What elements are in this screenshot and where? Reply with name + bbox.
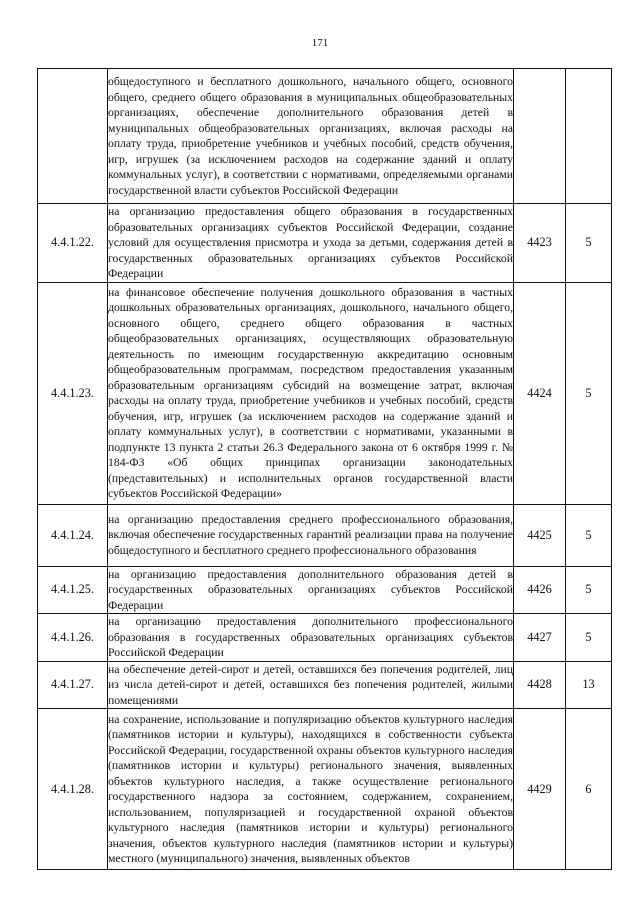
table-row: [38, 614, 612, 662]
table-row: [38, 282, 612, 504]
row-description-cell: на организацию предоставления среднего профессионального образования, включая обеспечение государственных гарантий реализации права на получение общедоступного и бесплатного среднего профессионального образования: [108, 504, 514, 566]
row-value-cell: 5: [566, 282, 612, 504]
row-code-cell: 4424: [514, 282, 566, 504]
table-row: [38, 504, 612, 566]
row-number-cell: 4.4.1.22.: [38, 204, 108, 283]
row-description-cell: на сохранение, использование и популяризацию объектов культурного наследия (памятников истории и культуры), находящихся в собственности субъекта Российской Федерации, государственной охраны объектов культурного наследия (памятников истории и культуры) регионального значения, выявленных объектов культурного наследия, а также осуществление регионального государственного надзора за состоянием, содержанием, сохранением, использованием, популяризацией и государственной охраной объектов культурного наследия (памятников истории и культуры) регионального значения, объектов культурного наследия (памятников истории и культуры) местного (муниципального) значения, выявленных объектов: [108, 709, 514, 870]
row-description-cell: на организацию предоставления дополнительного образования детей в государственных образовательных организациях субъектов Российской Федерации: [108, 567, 513, 612]
row-value-cell: 5: [566, 504, 612, 566]
row-code-cell: [514, 69, 566, 204]
row-code-cell: 4429: [514, 709, 566, 870]
budget-classification-table: [37, 68, 612, 870]
row-code-cell: 4425: [514, 504, 566, 566]
row-number-cell: 4.4.1.26.: [38, 614, 108, 662]
row-code-cell: 4423: [514, 204, 566, 283]
row-value-cell: 5: [566, 204, 612, 283]
page-number: 171: [311, 37, 329, 49]
row-code-cell: 4428: [514, 661, 566, 709]
row-description-cell: на обеспечение детей-сирот и детей, оставшихся без попечения родителей, лиц из числа детей-сирот и детей, оставшихся без попечения родителей, жилыми помещениями: [108, 662, 513, 707]
row-description-cell: на организацию предоставления дополнительного профессионального образования в государственных образовательных организациях субъектов Российской Федерации: [108, 615, 513, 659]
table-row: [38, 566, 612, 614]
table-row: [38, 661, 612, 709]
row-value-cell: 5: [566, 566, 612, 614]
table-row: [38, 204, 612, 283]
row-number-cell: 4.4.1.23.: [38, 282, 108, 504]
row-code-cell: 4426: [514, 566, 566, 614]
row-value-cell: 5: [566, 614, 612, 662]
row-number-cell: 4.4.1.28.: [38, 709, 108, 870]
row-value-cell: 13: [566, 661, 612, 709]
table-row: [38, 69, 612, 204]
row-value-cell: 6: [566, 709, 612, 870]
row-description-cell: на финансовое обеспечение получения дошкольного образования в частных дошкольных образовательных организациях, дошкольного, начального общего, основного общего, среднего общего образования в частных общеобразовательных организациях, осуществляющих образовательную деятельность по имеющим государственную аккредитацию основным общеобразовательным программам, посредством предоставления указанным образовательным организациям субсидий на возмещение затрат, включая расходы на оплату труда, приобретение учебников и учебных пособий, средств обучения, игр, игрушек (за исключением расходов на содержание зданий и оплату коммунальных услуг), в соответствии с нормативами, указанными в подпункте 13 пункта 2 статьи 26.3 Федерального закона от 6 октября 1999 г. № 184-ФЗ «Об общих принципах организации законодательных (представительных) и исполнительных органов государственной власти субъектов Российской Федерации»: [108, 282, 514, 504]
row-number-cell: [38, 69, 108, 204]
row-value-cell: [566, 69, 612, 204]
row-code-cell: 4427: [514, 614, 566, 662]
row-number-cell: 4.4.1.24.: [38, 504, 108, 566]
row-description-cell: на организацию предоставления общего образования в государственных образовательных организациях субъектов Российской Федерации, создание условий для осуществления присмотра и ухода за детьми, содержания детей в государственных образовательных организациях субъектов Российской Федерации: [108, 205, 513, 280]
row-number-cell: 4.4.1.27.: [38, 661, 108, 709]
row-description-cell: общедоступного и бесплатного дошкольного, начального общего, основного общего, среднего общего образования в муниципальных общеобразовательных организациях, обеспечение дополнительного образования детей в муниципальных общеобразовательных организациях, включая расходы на оплату труда, приобретение учебников и учебных пособий, средств обучения, игр, игрушек (за исключением расходов на содержание зданий и оплату коммунальных услуг), в соответствии с нормативами, определяемыми органами государственной власти субъектов Российской Федерации: [108, 69, 514, 204]
table-row: [38, 709, 612, 870]
row-number-cell: 4.4.1.25.: [38, 566, 108, 614]
